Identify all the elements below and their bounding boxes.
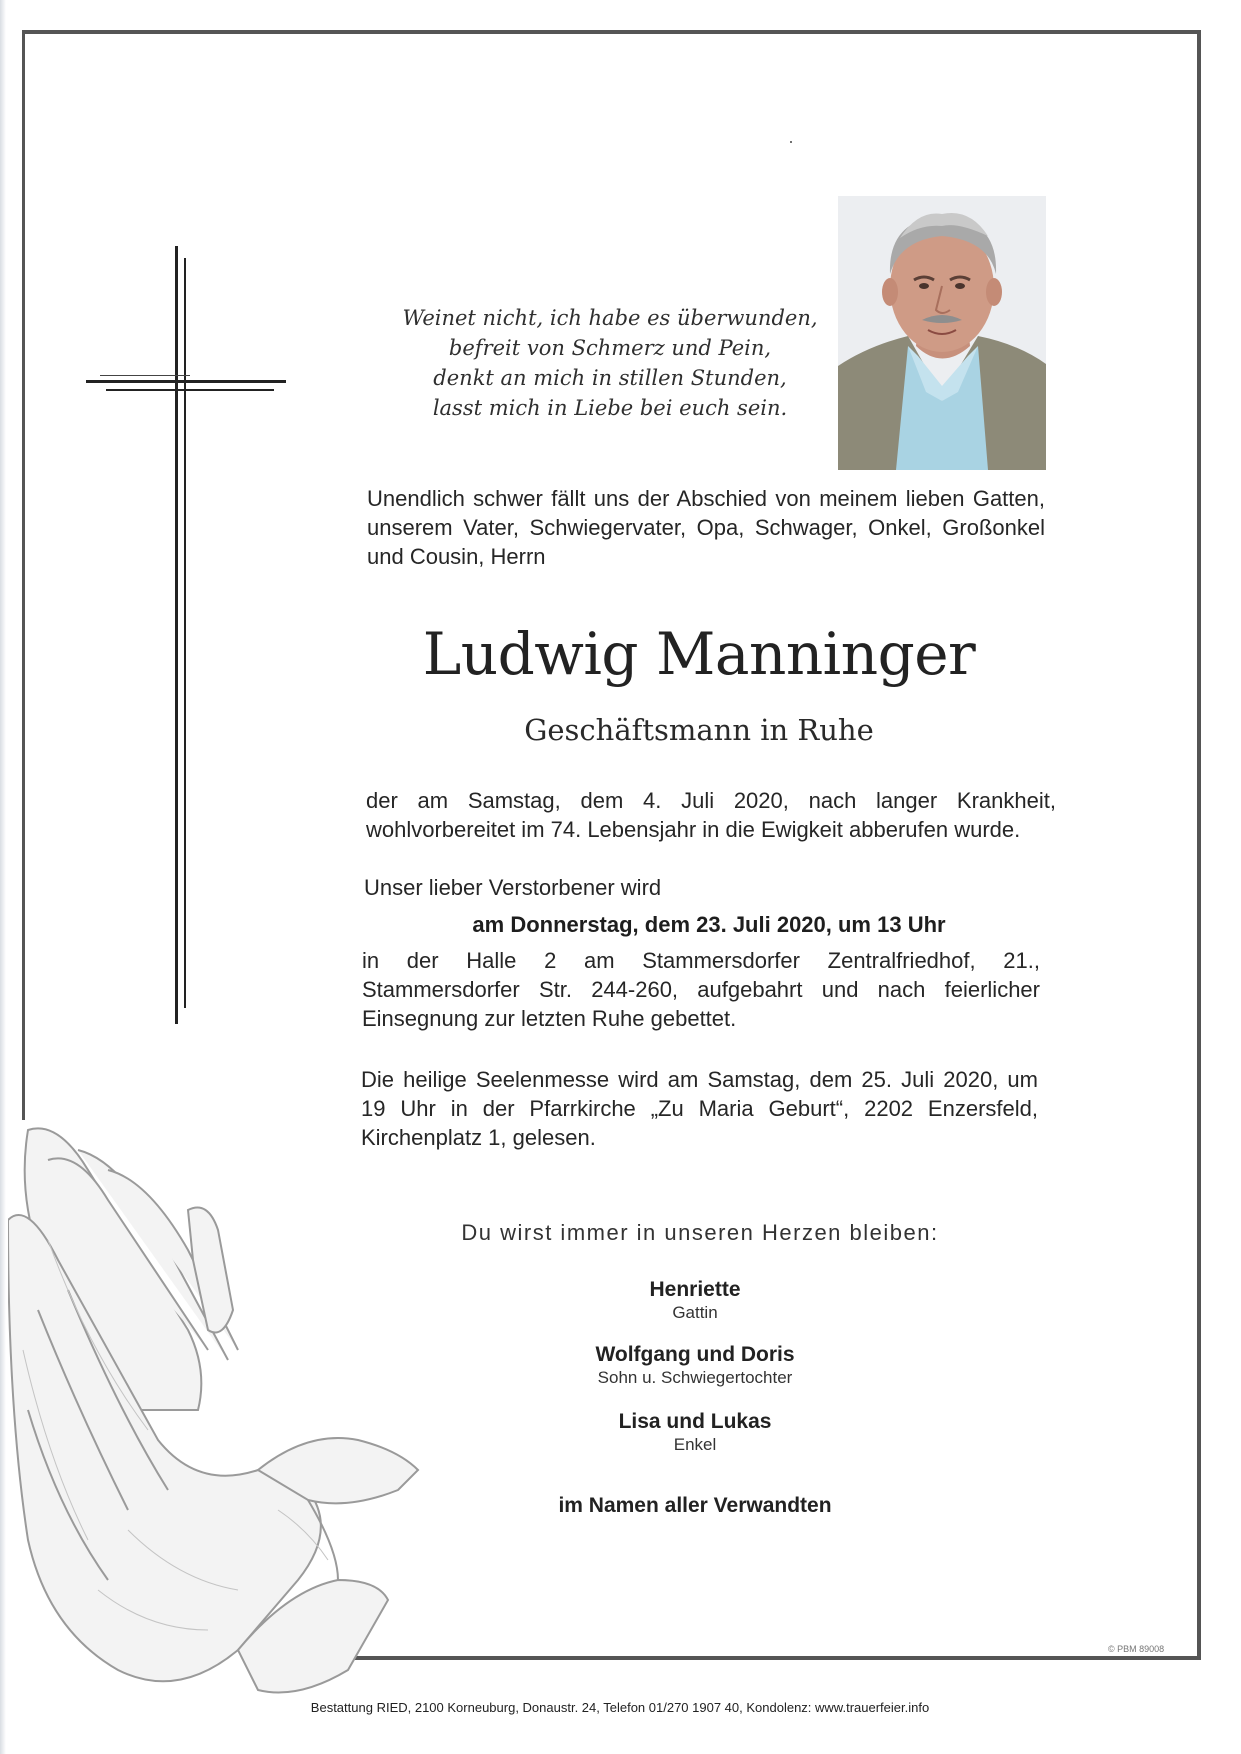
- praying-hands-drawing: [8, 1110, 458, 1710]
- viewing-date: am Donnerstag, dem 23. Juli 2020, um 13 Uhr: [472, 912, 946, 937]
- funeral-home-footer: Bestattung RIED, 2100 Korneuburg, Donaustr. 24, Telefon 01/270 1907 40, Kondolenz: www.trauerfeier.info: [310, 1700, 930, 1715]
- mourner-entry: [480, 1278, 910, 1324]
- cross-horizontal-beam-hairline: [100, 375, 190, 376]
- cross-horizontal-beam: [86, 380, 286, 383]
- viewing-lead: Unser lieber Verstorbener wird: [364, 875, 662, 900]
- mourner-name: Wolfgang und Doris: [595, 1343, 795, 1366]
- border-left: [22, 30, 25, 1120]
- viewing-text: in der Halle 2 am Stammersdorfer Zentralfriedhof, 21., Stammersdorfer Str. 244-260, aufgebahrt und nach feierlicher Einsegnung zur letzten Ruhe gebettet.: [362, 948, 1040, 1031]
- mourner-relation: Gattin: [672, 1303, 718, 1322]
- border-right: [1197, 30, 1201, 1660]
- mourner-relation: Enkel: [673, 1435, 717, 1454]
- border-bottom: [350, 1656, 1201, 1660]
- mass-notice: Die heilige Seelenmesse wird am Samstag, dem 25. Juli 2020, um 19 Uhr in der Pfarrkirche „Zu Maria Geburt“, 2202 Enzersfeld, Kirchenplatz 1, gelesen.: [361, 1067, 1038, 1150]
- portrait-photo: [838, 196, 1046, 470]
- mourner-entry: [480, 1410, 910, 1456]
- cross-vertical-beam: [175, 246, 178, 1024]
- printer-mark: © PBM 89008: [1108, 1644, 1165, 1654]
- print-speck: [790, 141, 792, 143]
- remembrance-line: Du wirst immer in unseren Herzen bleiben:: [461, 1220, 939, 1245]
- mourner-name: Henriette: [649, 1278, 741, 1301]
- praying-hands-icon: [8, 1110, 458, 1710]
- mourner-entry: [480, 1343, 910, 1389]
- poem-line: Weinet nicht, ich habe es überwunden,: [402, 306, 818, 330]
- portrait-illustration: [838, 196, 1046, 470]
- page-edge: [0, 0, 6, 1754]
- intro-text: Unendlich schwer fällt uns der Abschied von meinem lieben Gatten, unserem Vater, Schwiegervater, Opa, Schwager, Onkel, Großonkel und Cousin, Herrn: [367, 486, 1045, 569]
- poem-line: befreit von Schmerz und Pein,: [448, 336, 772, 360]
- farewell-poem: [380, 303, 840, 423]
- poem-line: lasst mich in Liebe bei euch sein.: [432, 396, 788, 420]
- cross-horizontal-beam-inner: [106, 389, 274, 391]
- on-behalf-line: im Namen aller Verwandten: [558, 1494, 832, 1517]
- deceased-title: Geschäftsmann in Ruhe: [524, 713, 874, 747]
- mourner-name: Lisa und Lukas: [618, 1410, 772, 1433]
- cross-vertical-beam-inner: [184, 258, 186, 1008]
- death-notice: der am Samstag, dem 4. Juli 2020, nach langer Krankheit, wohlvorbereitet im 74. Lebensjahr in die Ewigkeit abberufen wurde.: [366, 788, 1056, 842]
- deceased-name: Ludwig Manninger: [422, 620, 976, 688]
- mourner-relation: Sohn u. Schwiegertochter: [597, 1368, 793, 1387]
- poem-line: denkt an mich in stillen Stunden,: [433, 366, 787, 390]
- border-top: [22, 30, 1201, 34]
